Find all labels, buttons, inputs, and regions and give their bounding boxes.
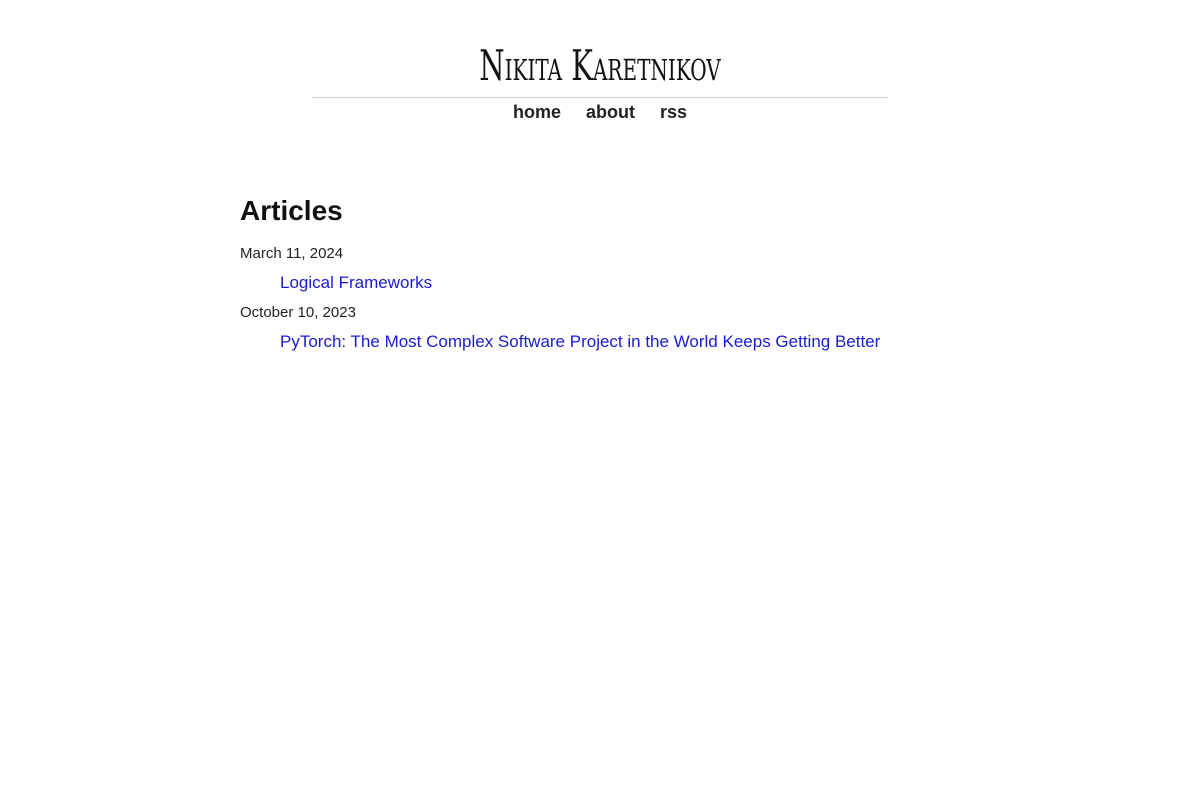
page-title: Articles xyxy=(240,195,343,226)
nav-link-about[interactable]: about xyxy=(585,102,635,122)
nav-link-rss[interactable]: rss xyxy=(660,102,688,122)
list-item xyxy=(240,301,960,354)
site-header xyxy=(312,38,888,98)
nav-link-home[interactable]: home xyxy=(512,102,561,122)
site-title-link[interactable]: Nikita Karetnikov xyxy=(479,41,721,90)
main-nav xyxy=(312,99,888,125)
main-content xyxy=(240,191,960,360)
article-link[interactable]: Logical Frameworks xyxy=(280,273,433,292)
header-divider xyxy=(312,97,888,98)
article-list xyxy=(240,242,960,354)
article-date: March 11, 2024 xyxy=(240,245,344,262)
article-link[interactable]: PyTorch: The Most Complex Software Project in the World Keeps Getting Better xyxy=(280,332,881,351)
article-date: October 10, 2023 xyxy=(240,304,356,321)
list-item xyxy=(240,242,960,295)
